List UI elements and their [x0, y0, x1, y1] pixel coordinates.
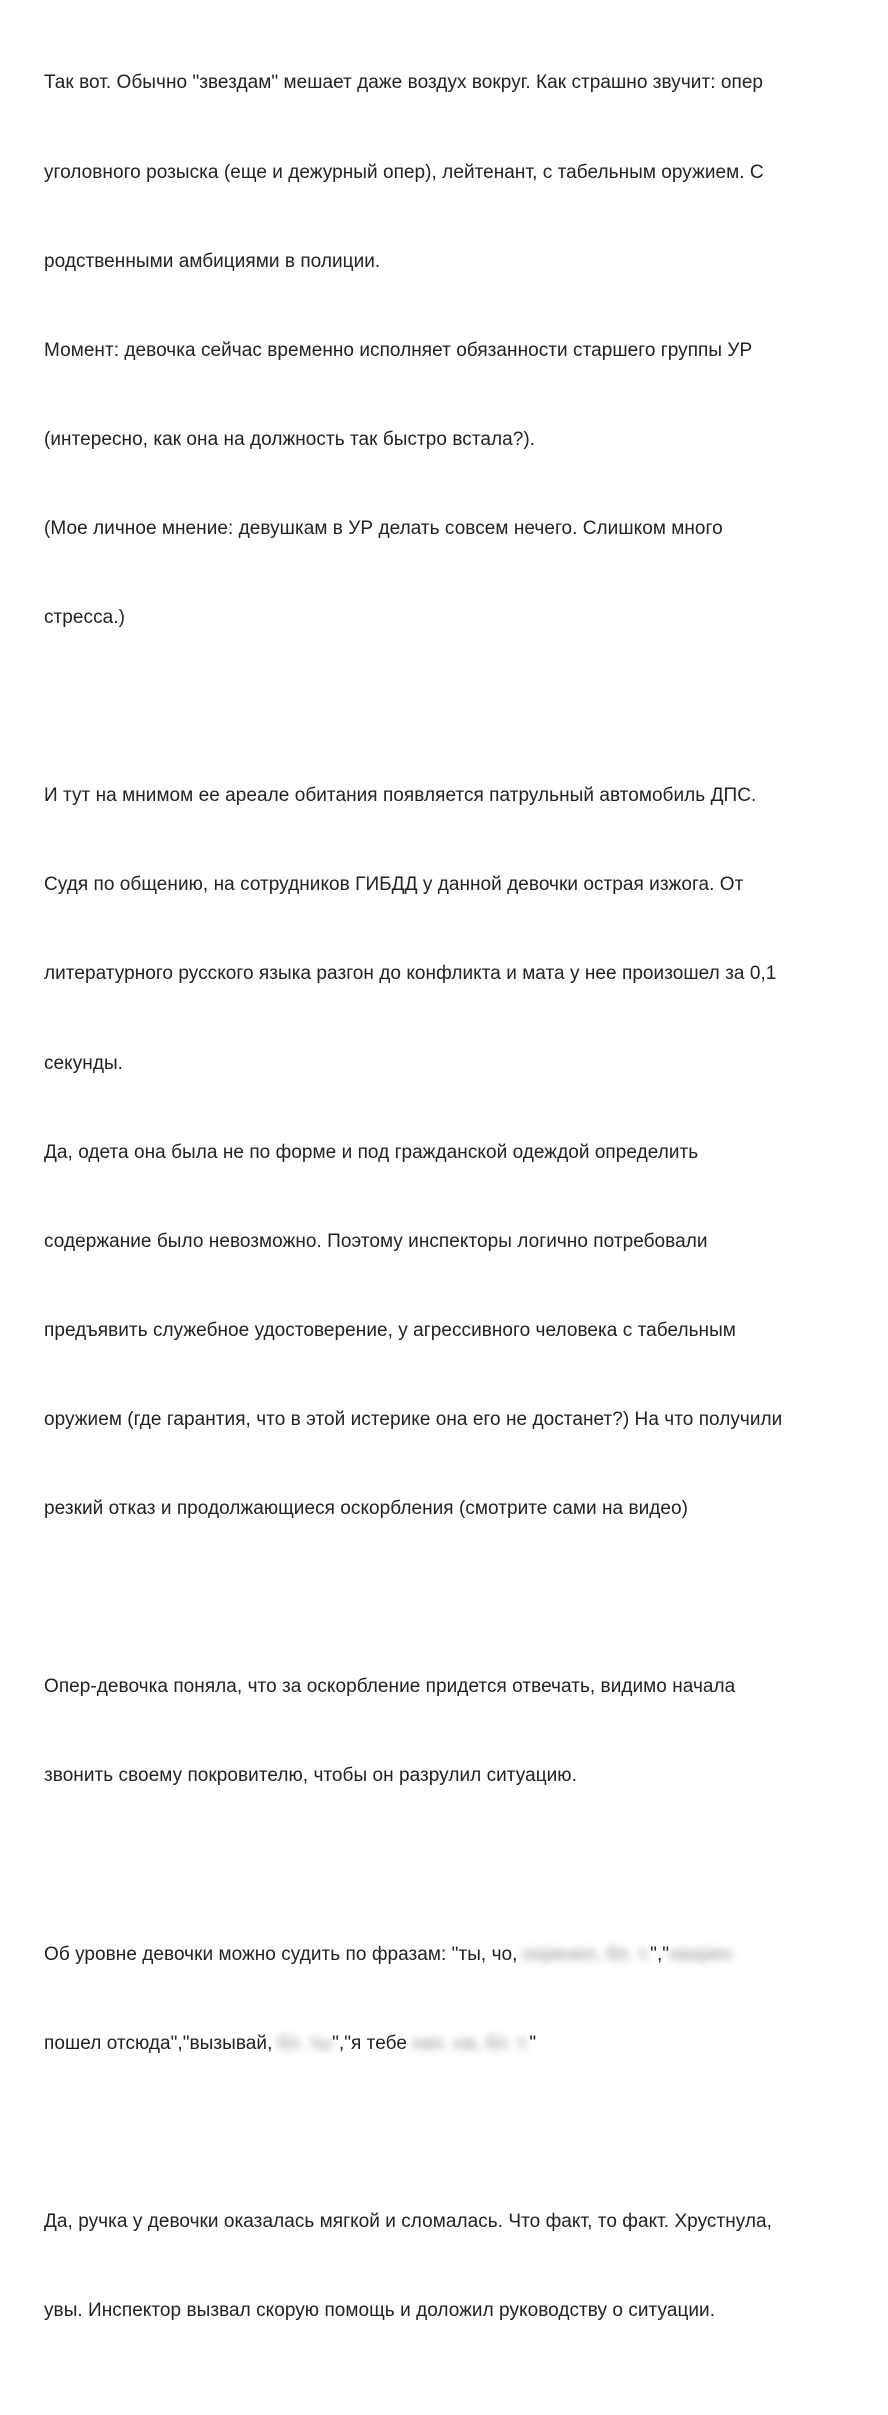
post-text	[44, 9, 864, 2415]
text-line: уголовного розыска (еще и дежурный опер), лейтенант, с табельным оружием. С	[44, 161, 764, 183]
paragraph-patrol	[44, 722, 864, 1583]
text-line: (Мое личное мнение: девушкам в УР делать совсем нечего. Слишком много	[44, 517, 723, 539]
quote-text: Об уровне девочки можно судить по фразам: "ты, чо,	[44, 1943, 523, 1965]
quote-text: ","	[650, 1943, 670, 1965]
text-line	[44, 1940, 864, 1970]
text-line: Судя по общению, на сотрудников ГИБДД у данной девочки острая изжога. От	[44, 874, 744, 896]
text-line: И тут на мнимом ее ареале обитания появляется патрульный автомобиль ДПС.	[44, 785, 757, 807]
text-line: содержание было невозможно. Поэтому инспекторы логично потребовали	[44, 1230, 708, 1252]
quote-text: "	[529, 2032, 537, 2054]
text-line: предъявить служебное удостоверение, у агрессивного человека с табельным	[44, 1319, 736, 1341]
text-line: Да, одета она была не по форме и под гражданской одеждой определить	[44, 1141, 699, 1163]
censored-text: бл. ты	[277, 2032, 333, 2054]
text-line: Так вот. Обычно "звездам" мешает даже воздух вокруг. Как страшно звучит: опер	[44, 72, 764, 94]
censored-text: нах. на, бл. т.	[412, 2032, 530, 2054]
censored-text: охренел, бл. т.	[522, 1943, 651, 1965]
text-line	[44, 2029, 864, 2059]
text-line: увы. Инспектор вызвал скорую помощь и доложил руководству о ситуации.	[44, 2300, 716, 2322]
paragraph-final	[44, 2148, 864, 2386]
text-line: звонить своему покровителю, чтобы он разрулил ситуацию.	[44, 1765, 577, 1787]
text-line: литературного русского языка разгон до конфликта и мата у нее произошел за 0,1	[44, 963, 777, 985]
text-line: (интересно, как она на должность так быстро встала?).	[44, 428, 536, 450]
text-line: секунды.	[44, 1052, 124, 1074]
quote-text: пошел отсюда","вызывай,	[44, 2032, 278, 2054]
paragraph-call	[44, 1613, 864, 1851]
text-line: Да, ручка у девочки оказалась мягкой и сломалась. Что факт, то факт. Хрустнула,	[44, 2210, 772, 2232]
censored-text: нахрен	[669, 1943, 732, 1965]
text-line: оружием (где гарантия, что в этой истерике она его не достанет?) На что получили	[44, 1409, 783, 1431]
paragraph-quotes	[44, 1880, 864, 2118]
paragraph-intro	[44, 9, 864, 692]
text-line: резкий отказ и продолжающиеся оскорбления (смотрите сами на видео)	[44, 1498, 689, 1520]
quote-text: ","я тебе	[332, 2032, 413, 2054]
text-line: родственными амбициями в полиции.	[44, 250, 381, 272]
text-line: Опер-девочка поняла, что за оскорбление придется отвечать, видимо начала	[44, 1676, 736, 1698]
text-line: Момент: девочка сейчас временно исполняет обязанности старшего группы УР	[44, 339, 753, 361]
text-line: стресса.)	[44, 607, 125, 629]
